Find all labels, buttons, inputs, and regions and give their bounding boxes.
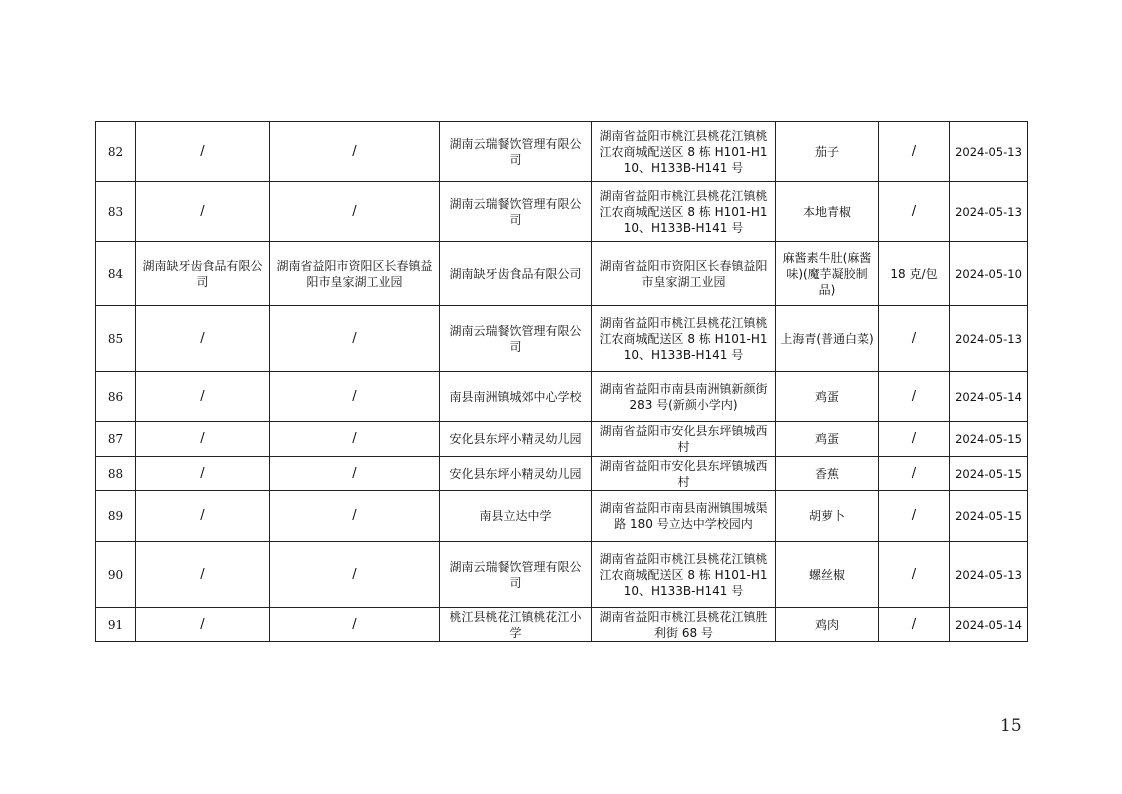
sampled-unit-cell: 湖南缺牙齿食品有限公司 — [440, 242, 592, 306]
production-date-cell: 2024-05-15 — [950, 457, 1028, 491]
specification-cell: / — [879, 122, 950, 182]
row-number-cell: 90 — [96, 542, 136, 608]
sampled-unit-cell: 桃江县桃花江镇桃花江小学 — [440, 608, 592, 642]
specification-cell: / — [879, 457, 950, 491]
sampled-unit-cell: 湖南云瑞餐饮管理有限公司 — [440, 182, 592, 242]
producer-name-cell: / — [136, 542, 270, 608]
producer-address-cell: 湖南省益阳市资阳区长春镇益阳市皇家湖工业园 — [270, 242, 440, 306]
food-name-cell: 麻酱素牛肚(麻酱味)(魔芋凝胶制品) — [776, 242, 879, 306]
sampling-results-table — [95, 121, 1028, 642]
production-date-cell: 2024-05-14 — [950, 608, 1028, 642]
table-row — [96, 457, 1028, 491]
table-row — [96, 491, 1028, 542]
row-number-cell: 83 — [96, 182, 136, 242]
sampled-unit-cell: 湖南云瑞餐饮管理有限公司 — [440, 542, 592, 608]
producer-name-cell: / — [136, 608, 270, 642]
production-date-cell: 2024-05-13 — [950, 542, 1028, 608]
food-name-cell: 上海青(普通白菜) — [776, 306, 879, 372]
row-number-cell: 86 — [96, 372, 136, 422]
production-date-cell: 2024-05-14 — [950, 372, 1028, 422]
specification-cell: / — [879, 422, 950, 457]
food-name-cell: 本地青椒 — [776, 182, 879, 242]
row-number-cell: 91 — [96, 608, 136, 642]
producer-address-cell: / — [270, 542, 440, 608]
producer-address-cell: / — [270, 422, 440, 457]
page-number: 15 — [1000, 716, 1022, 736]
specification-cell: / — [879, 608, 950, 642]
food-name-cell: 茄子 — [776, 122, 879, 182]
producer-name-cell: / — [136, 306, 270, 372]
food-name-cell: 香蕉 — [776, 457, 879, 491]
row-number-cell: 89 — [96, 491, 136, 542]
specification-cell: / — [879, 491, 950, 542]
food-name-cell: 螺丝椒 — [776, 542, 879, 608]
sampled-unit-address-cell: 湖南省益阳市桃江县桃花江镇胜利街 68 号 — [592, 608, 776, 642]
sampled-unit-address-cell: 湖南省益阳市桃江县桃花江镇桃江农商城配送区 8 栋 H101-H110、H133B-H141 号 — [592, 122, 776, 182]
production-date-cell: 2024-05-15 — [950, 491, 1028, 542]
row-number-cell: 85 — [96, 306, 136, 372]
table-row — [96, 372, 1028, 422]
producer-address-cell: / — [270, 608, 440, 642]
sampled-unit-address-cell: 湖南省益阳市安化县东坪镇城西村 — [592, 422, 776, 457]
producer-address-cell: / — [270, 491, 440, 542]
production-date-cell: 2024-05-15 — [950, 422, 1028, 457]
sampled-unit-address-cell: 湖南省益阳市桃江县桃花江镇桃江农商城配送区 8 栋 H101-H110、H133B-H141 号 — [592, 306, 776, 372]
table-body — [96, 122, 1028, 642]
sampled-unit-address-cell: 湖南省益阳市安化县东坪镇城西村 — [592, 457, 776, 491]
producer-name-cell: / — [136, 122, 270, 182]
table-row — [96, 242, 1028, 306]
sampled-unit-cell: 安化县东坪小精灵幼儿园 — [440, 457, 592, 491]
sampled-unit-address-cell: 湖南省益阳市南县南洲镇围城渠路 180 号立达中学校园内 — [592, 491, 776, 542]
sampled-unit-address-cell: 湖南省益阳市桃江县桃花江镇桃江农商城配送区 8 栋 H101-H110、H133B-H141 号 — [592, 182, 776, 242]
sampled-unit-cell: 安化县东坪小精灵幼儿园 — [440, 422, 592, 457]
sampled-unit-address-cell: 湖南省益阳市桃江县桃花江镇桃江农商城配送区 8 栋 H101-H110、H133B-H141 号 — [592, 542, 776, 608]
specification-cell: 18 克/包 — [879, 242, 950, 306]
specification-cell: / — [879, 306, 950, 372]
specification-cell: / — [879, 372, 950, 422]
food-name-cell: 胡萝卜 — [776, 491, 879, 542]
food-name-cell: 鸡蛋 — [776, 372, 879, 422]
producer-address-cell: / — [270, 182, 440, 242]
table-row — [96, 542, 1028, 608]
producer-name-cell: / — [136, 422, 270, 457]
production-date-cell: 2024-05-13 — [950, 182, 1028, 242]
sampled-unit-cell: 湖南云瑞餐饮管理有限公司 — [440, 306, 592, 372]
specification-cell: / — [879, 182, 950, 242]
production-date-cell: 2024-05-13 — [950, 306, 1028, 372]
production-date-cell: 2024-05-10 — [950, 242, 1028, 306]
producer-address-cell: / — [270, 306, 440, 372]
producer-name-cell: / — [136, 457, 270, 491]
production-date-cell: 2024-05-13 — [950, 122, 1028, 182]
row-number-cell: 84 — [96, 242, 136, 306]
row-number-cell: 87 — [96, 422, 136, 457]
food-name-cell: 鸡肉 — [776, 608, 879, 642]
sampled-unit-cell: 南县南洲镇城郊中心学校 — [440, 372, 592, 422]
producer-name-cell: / — [136, 372, 270, 422]
row-number-cell: 82 — [96, 122, 136, 182]
table-row — [96, 122, 1028, 182]
producer-address-cell: / — [270, 372, 440, 422]
sampled-unit-cell: 南县立达中学 — [440, 491, 592, 542]
table-row — [96, 306, 1028, 372]
specification-cell: / — [879, 542, 950, 608]
table-row — [96, 608, 1028, 642]
table-row — [96, 422, 1028, 457]
producer-name-cell: / — [136, 491, 270, 542]
producer-address-cell: / — [270, 457, 440, 491]
producer-name-cell: 湖南缺牙齿食品有限公司 — [136, 242, 270, 306]
sampled-unit-cell: 湖南云瑞餐饮管理有限公司 — [440, 122, 592, 182]
table-row — [96, 182, 1028, 242]
food-name-cell: 鸡蛋 — [776, 422, 879, 457]
producer-name-cell: / — [136, 182, 270, 242]
row-number-cell: 88 — [96, 457, 136, 491]
producer-address-cell: / — [270, 122, 440, 182]
sampled-unit-address-cell: 湖南省益阳市南县南洲镇新颜街 283 号(新颜小学内) — [592, 372, 776, 422]
sampled-unit-address-cell: 湖南省益阳市资阳区长春镇益阳市皇家湖工业园 — [592, 242, 776, 306]
